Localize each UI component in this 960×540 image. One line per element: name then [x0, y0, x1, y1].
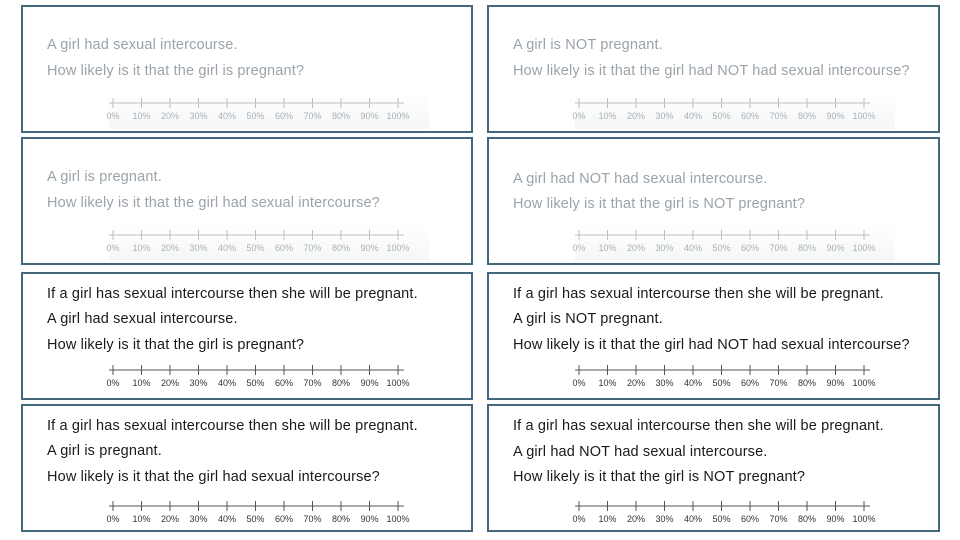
scale-label: 90% — [826, 378, 845, 388]
scale-label: 50% — [246, 378, 265, 388]
scale-label: 70% — [769, 514, 788, 524]
scale-label: 50% — [246, 243, 265, 253]
card-line: How likely is it that the girl is NOT pregnant? — [513, 196, 806, 212]
scale-label: 80% — [331, 243, 351, 253]
likelihood-scale-svg — [572, 360, 895, 396]
scale-label: 30% — [189, 111, 208, 121]
card-line: How likely is it that the girl had NOT had sexual intercourse? — [513, 337, 910, 353]
scale-label: 90% — [360, 378, 379, 388]
card-line: A girl is pregnant. — [47, 443, 162, 459]
scale-label: 60% — [740, 111, 760, 121]
likelihood-scale[interactable] — [572, 360, 895, 396]
scale-label: 40% — [683, 514, 703, 524]
scale-label: 50% — [246, 111, 265, 121]
scale-label: 10% — [132, 111, 151, 121]
scale-label: 60% — [274, 243, 294, 253]
card-line: If a girl has sexual intercourse then she will be pregnant. — [47, 418, 418, 434]
scale-label: 40% — [217, 111, 237, 121]
scale-label: 20% — [160, 243, 180, 253]
card-line: If a girl has sexual intercourse then she will be pregnant. — [513, 418, 884, 434]
scale-label: 80% — [797, 378, 817, 388]
card-line: If a girl has sexual intercourse then she will be pregnant. — [513, 286, 884, 302]
scale-label: 20% — [626, 243, 646, 253]
likelihood-scale[interactable] — [106, 496, 429, 532]
scale-label: 0% — [106, 111, 120, 121]
scale-label: 30% — [655, 243, 674, 253]
scale-label: 0% — [572, 378, 586, 388]
scale-label: 80% — [797, 243, 817, 253]
likelihood-scale[interactable] — [572, 225, 895, 261]
scale-label: 50% — [246, 514, 265, 524]
scale-label: 10% — [132, 378, 151, 388]
likelihood-scale[interactable] — [106, 360, 429, 396]
scale-label: 30% — [655, 514, 674, 524]
scale-label: 60% — [740, 378, 760, 388]
scale-label: 0% — [106, 378, 120, 388]
scale-label: 80% — [797, 111, 817, 121]
card-line: If a girl has sexual intercourse then she will be pregnant. — [47, 286, 418, 302]
scale-label: 60% — [274, 111, 294, 121]
scale-label: 10% — [598, 243, 617, 253]
scale-label: 40% — [683, 378, 703, 388]
likelihood-scale[interactable] — [106, 93, 429, 129]
scale-label: 50% — [712, 111, 731, 121]
question-card-5 — [21, 272, 473, 400]
scale-label: 0% — [572, 111, 586, 121]
scale-label: 20% — [160, 111, 180, 121]
scale-label: 80% — [331, 514, 351, 524]
question-card-7 — [21, 404, 473, 532]
scale-label: 20% — [626, 111, 646, 121]
scale-label: 60% — [740, 514, 760, 524]
scale-label: 30% — [655, 378, 674, 388]
question-card-8 — [487, 404, 940, 532]
scale-label: 60% — [740, 243, 760, 253]
likelihood-scale-svg — [106, 93, 429, 129]
scale-label: 80% — [331, 111, 351, 121]
question-card-3 — [21, 137, 473, 265]
scale-label: 10% — [132, 514, 151, 524]
likelihood-scale[interactable] — [572, 93, 895, 129]
scale-label: 10% — [598, 514, 617, 524]
scale-label: 90% — [826, 514, 845, 524]
card-line: A girl had sexual intercourse. — [47, 37, 238, 53]
scale-label: 40% — [683, 111, 703, 121]
scale-label: 90% — [826, 243, 845, 253]
card-line: A girl had NOT had sexual intercourse. — [513, 444, 768, 460]
scale-label: 100% — [852, 378, 876, 388]
scale-label: 70% — [303, 111, 322, 121]
scale-label: 30% — [189, 378, 208, 388]
scale-label: 40% — [217, 243, 237, 253]
likelihood-scale-svg — [572, 93, 895, 129]
card-line: How likely is it that the girl had NOT had sexual intercourse? — [513, 63, 910, 79]
card-line: How likely is it that the girl had sexual intercourse? — [47, 195, 380, 211]
scale-label: 70% — [303, 243, 322, 253]
question-card-1 — [21, 5, 473, 133]
scale-label: 70% — [769, 111, 788, 121]
card-line: A girl is pregnant. — [47, 169, 162, 185]
scale-label: 10% — [132, 243, 151, 253]
likelihood-scale-svg — [106, 360, 429, 396]
likelihood-scale-svg — [572, 225, 895, 261]
scale-label: 10% — [598, 111, 617, 121]
scale-label: 100% — [386, 243, 410, 253]
scale-label: 80% — [331, 378, 351, 388]
scale-label: 50% — [712, 243, 731, 253]
card-line: A girl is NOT pregnant. — [513, 311, 663, 327]
scale-label: 90% — [360, 111, 379, 121]
scale-label: 50% — [712, 378, 731, 388]
scale-label: 20% — [160, 378, 180, 388]
card-line: A girl had NOT had sexual intercourse. — [513, 171, 768, 187]
scale-label: 60% — [274, 514, 294, 524]
scale-label: 0% — [572, 243, 586, 253]
question-card-4 — [487, 137, 940, 265]
scale-label: 40% — [217, 514, 237, 524]
scale-label: 70% — [769, 378, 788, 388]
scale-label: 90% — [360, 514, 379, 524]
likelihood-scale-svg — [106, 496, 429, 532]
likelihood-scale-svg — [572, 496, 895, 532]
scale-label: 20% — [160, 514, 180, 524]
scale-label: 100% — [852, 243, 876, 253]
card-line: How likely is it that the girl is pregnant? — [47, 63, 305, 79]
scale-label: 40% — [217, 378, 237, 388]
card-line: A girl had sexual intercourse. — [47, 311, 238, 327]
scale-label: 30% — [189, 514, 208, 524]
scale-label: 50% — [712, 514, 731, 524]
scale-label: 10% — [598, 378, 617, 388]
scale-label: 30% — [655, 111, 674, 121]
scale-label: 70% — [303, 514, 322, 524]
scale-label: 0% — [572, 514, 586, 524]
scale-label: 0% — [106, 243, 120, 253]
likelihood-scale[interactable] — [572, 496, 895, 532]
scale-label: 0% — [106, 514, 120, 524]
scale-label: 30% — [189, 243, 208, 253]
card-line: How likely is it that the girl is pregnant? — [47, 337, 305, 353]
card-line: A girl is NOT pregnant. — [513, 37, 663, 53]
likelihood-scale[interactable] — [106, 225, 429, 261]
scale-label: 100% — [386, 111, 410, 121]
likelihood-scale-svg — [106, 225, 429, 261]
scale-label: 90% — [826, 111, 845, 121]
question-card-6 — [487, 272, 940, 400]
scale-label: 90% — [360, 243, 379, 253]
scale-label: 80% — [797, 514, 817, 524]
question-card-2 — [487, 5, 940, 133]
scale-label: 20% — [626, 378, 646, 388]
card-line: How likely is it that the girl is NOT pregnant? — [513, 469, 806, 485]
scale-label: 100% — [386, 514, 410, 524]
card-line: How likely is it that the girl had sexual intercourse? — [47, 469, 380, 485]
scale-label: 40% — [683, 243, 703, 253]
scale-label: 100% — [852, 111, 876, 121]
scale-label: 100% — [386, 378, 410, 388]
scale-label: 70% — [303, 378, 322, 388]
scale-label: 60% — [274, 378, 294, 388]
scale-label: 20% — [626, 514, 646, 524]
scale-label: 70% — [769, 243, 788, 253]
scale-label: 100% — [852, 514, 876, 524]
